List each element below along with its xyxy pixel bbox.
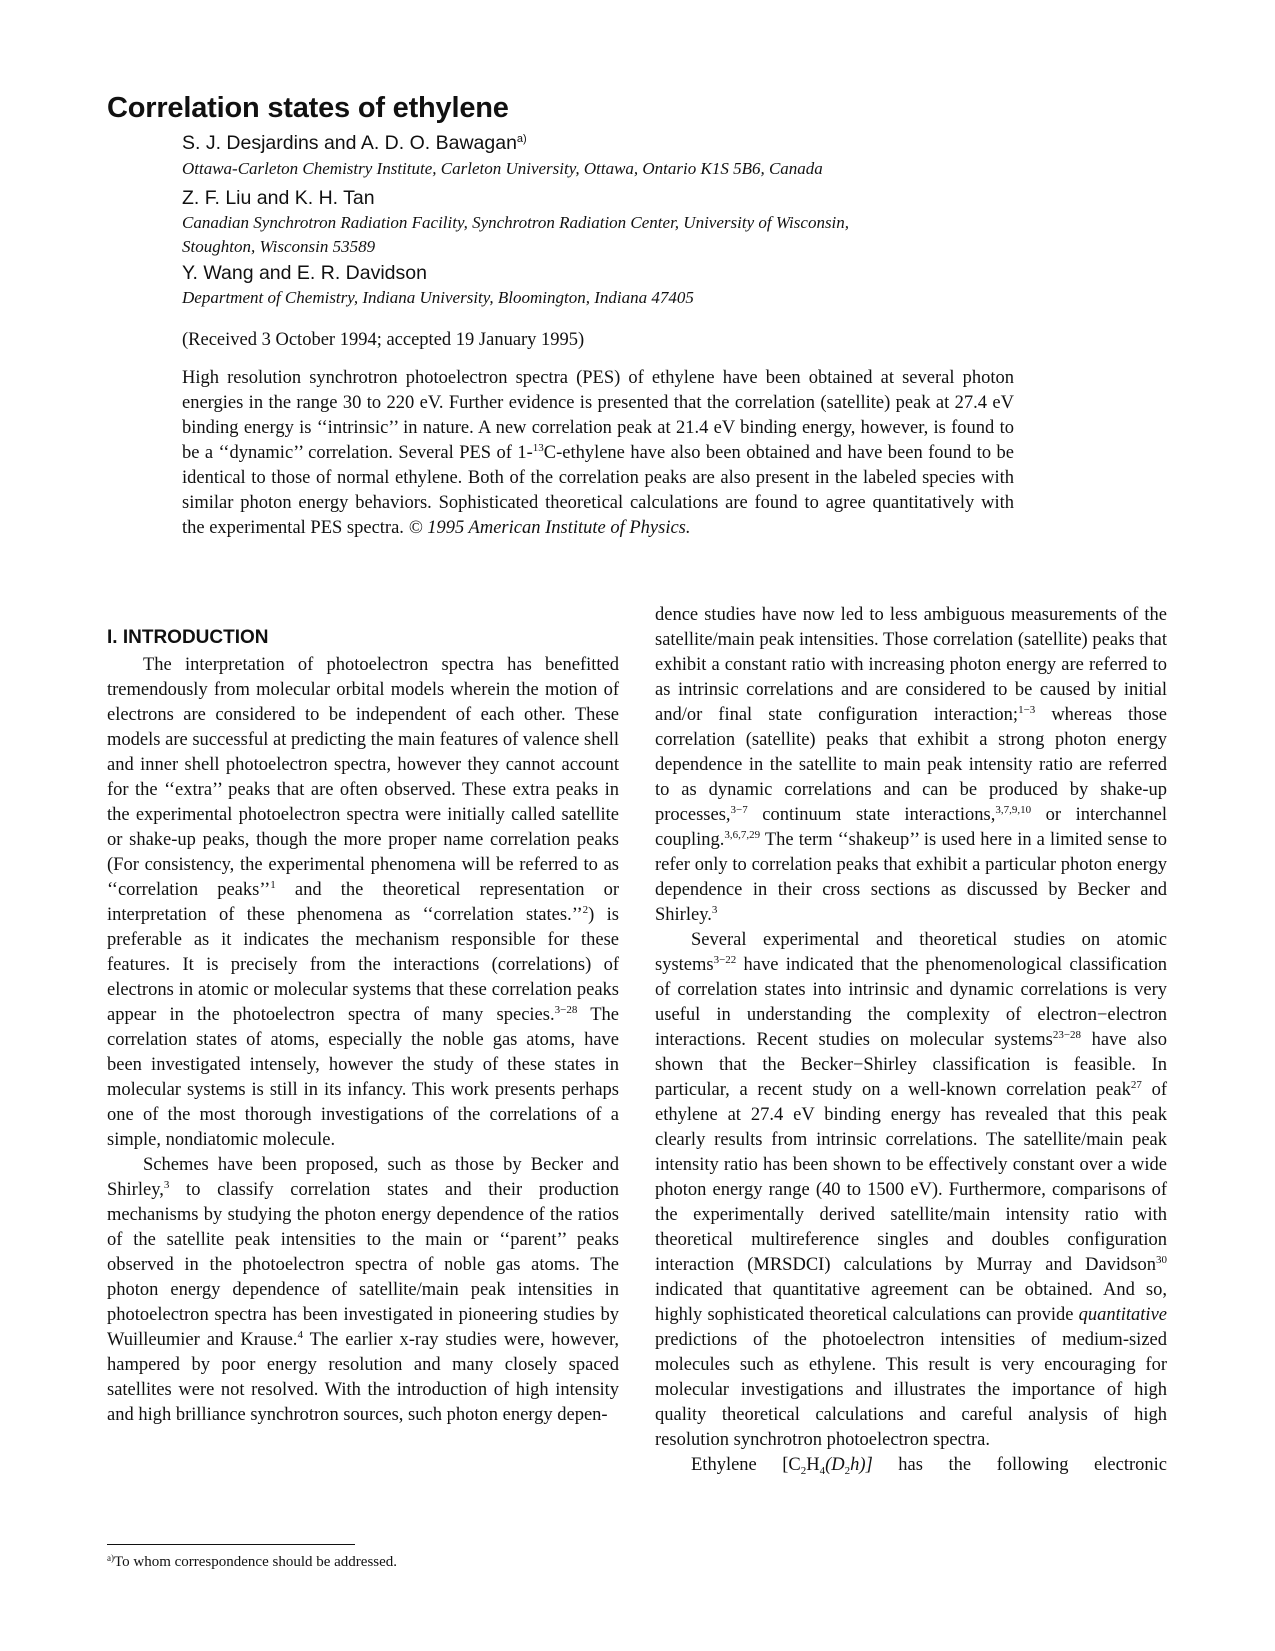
paragraph: The interpretation of photoelectron spectra has benefitted tremendously from molecular orbital models wherein the motion of electrons are considered to be independent of each other. These models are successful at predicting the main features of valence shell and inner shell photoelectron spectra, however they cannot account for the ‘‘extra’’ peaks that are often observed. These extra peaks in the experimental photoelectron spectra were initially called satellite or shake-up peaks, though the more proper name correlation peaks (For consistency, the experimental phenomena will be referred to as ‘‘correlation peaks’’$^1$ and the theoretical representation or interpretation of these phenomena as ‘‘correlation states.’’$^2$) is preferable as it indicates the mechanism responsible for these features. It is precisely from the interactions (correlations) of electrons in atomic or molecular systems that these correlation peaks appear in the photoelectron spectra of many species.$^{3-28}$ The correlation states of atoms, especially the noble gas atoms, have been investigated intensely, however the study of these states in molecular systems is still in its infancy. This work presents perhaps one of the most thorough investigations of the correlations of a simple, nondiatomic molecule. (107, 655, 619, 1150)
reference[interactable]: 3−28 (554, 1004, 578, 1016)
reference[interactable]: 3 (711, 904, 718, 916)
author-footnote-mark: a) (516, 133, 527, 145)
author-names: S. J. Desjardins and A. D. O. Bawagan (182, 132, 517, 154)
affiliation-3: Department of Chemistry, Indiana University, Bloomington, Indiana 47405 (182, 288, 694, 307)
paper-title: Correlation states of ethylene (107, 92, 509, 124)
abstract: High resolution synchrotron photoelectron spectra (PES) of ethylene have been obtained at several photon energies in the range 30 to 220 eV. Further evidence is presented that the correlation (satellite) peak at 27.4 eV binding energy is ‘‘intrinsic’’ in nature. A new correlation peak at 21.4 eV binding energy, however, is found to be a ‘‘dynamic’’ correlation. Several PES of 1-$^{13}$C-ethylene have also been obtained and have been found to be identical to those of normal ethylene. Both of the correlation peaks are also present in the labeled species with similar photon energy behaviors. Sophisticated theoretical calculations are found to agree quantitatively with the experimental PES spectra. © 1995 American Institute of Physics. (182, 368, 1014, 538)
reference[interactable]: 4 (297, 1329, 303, 1341)
copyright-notice: © 1995 American Institute of Physics. (408, 518, 691, 538)
paragraph: Several experimental and theoretical studies on atomic systems$^{3-22}$ have indicated that the phenomenological classification of correlation states into intrinsic and dynamic correlations is very useful in understanding the complexity of electron−electron interactions. Recent studies on molecular systems$^{23-28}$ have also shown that the Becker−Shirley classification is feasible. In particular, a recent study on a well-known correlation peak$^{27}$ of ethylene at 27.4 eV binding energy has revealed that this peak clearly results from intrinsic correlations. The satellite/main peak intensity ratio has been shown to be effectively constant over a wide photon energy range (40 to 1500 eV). Furthermore, comparisons of the experimentally derived satellite/main intensity ratio with theoretical multireference singles and doubles configuration interaction (MRSDCI) calculations by Murray and Davidson$^{30}$ indicated that quantitative agreement can be obtained. And so, highly sophisticated theoretical calculations can provide quantitative predictions of the photoelectron intensities of medium-sized molecules such as ethylene. This result is very encouraging for molecular investigations and illustrates the importance of high quality theoretical calculations and careful analysis of high resolution synchrotron photoelectron spectra. (655, 930, 1168, 1450)
author-group-2: Z. F. Liu and K. H. Tan (182, 187, 375, 209)
paragraph: Schemes have been proposed, such as those by Becker and Shirley,$^3$ to classify correlation states and their production mechanisms by studying the photon energy dependence of the ratios of the satellite peak intensities to the main or ‘‘parent’’ peaks observed in the photoelectron spectra of noble gas atoms. The photon energy dependence of satellite/main peak intensities in photoelectron spectra has been investigated in pioneering studies by Wuilleumier and Krause.$^4$ The earlier x-ray studies were, however, hampered by poor energy resolution and many closely spaced satellites were not resolved. With the introduction of high intensity and high brilliance synchrotron sources, such photon energy depen- (107, 1155, 620, 1425)
section-heading: I. INTRODUCTION (107, 627, 269, 648)
author-group-1 (182, 132, 527, 155)
author-group-3: Y. Wang and E. R. Davidson (182, 262, 427, 284)
footnote: $^{a)}$To whom correspondence should be addressed. (107, 1553, 398, 1570)
left-column (107, 653, 619, 1428)
reference[interactable]: 2 (582, 904, 589, 916)
right-column (655, 603, 1167, 1478)
reference[interactable]: 23−28 (1052, 1029, 1082, 1041)
reference[interactable]: 3 (163, 1179, 170, 1191)
footnote-rule (107, 1544, 355, 1545)
reference[interactable]: 3−22 (713, 954, 737, 966)
paragraph: Ethylene $[C_2H_4(D_2h)]$ has the following electronic (691, 1455, 1167, 1477)
affiliation-1: Ottawa-Carleton Chemistry Institute, Carleton University, Ottawa, Ontario K1S 5B6, Canada (182, 159, 823, 178)
affiliation-2: Canadian Synchrotron Radiation Facility, Synchrotron Radiation Center, University of Wisconsin, Stoughton, Wisconsin 53589 (182, 213, 850, 256)
reference[interactable]: 1−3 (1018, 704, 1036, 716)
paragraph: dence studies have now led to less ambiguous measurements of the satellite/main peak intensities. Those correlation (satellite) peaks that exhibit a constant ratio with increasing photon energy are referred to as intrinsic correlations and are considered to be caused by initial and/or final state configuration interaction;$^{1-3}$ whereas those correlation (satellite) peaks that exhibit a strong photon energy dependence in the satellite to main peak intensity ratio are referred to as dynamic correlations and can be produced by shake-up processes,$^{3-7}$ continuum state interactions,$^{3,7,9,10}$ or interchannel coupling.$^{3,6,7,29}$ The term ‘‘shakeup’’ is used here in a limited sense to refer only to correlation peaks that exhibit a particular photon energy dependence in their cross sections as discussed by Becker and Shirley.$^3$ (655, 605, 1167, 925)
reference[interactable]: 3−7 (730, 804, 748, 816)
reference[interactable]: 30 (1156, 1254, 1167, 1266)
reference[interactable]: 27 (1130, 1079, 1142, 1091)
reference[interactable]: 1 (270, 879, 276, 891)
chemical-formula: $[C_2H_4(D_2h)]$ (782, 1455, 873, 1477)
reference[interactable]: 3,7,9,10 (995, 804, 1032, 816)
reference[interactable]: 3,6,7,29 (724, 829, 761, 841)
received-dates: (Received 3 October 1994; accepted 19 January 1995) (182, 330, 585, 350)
